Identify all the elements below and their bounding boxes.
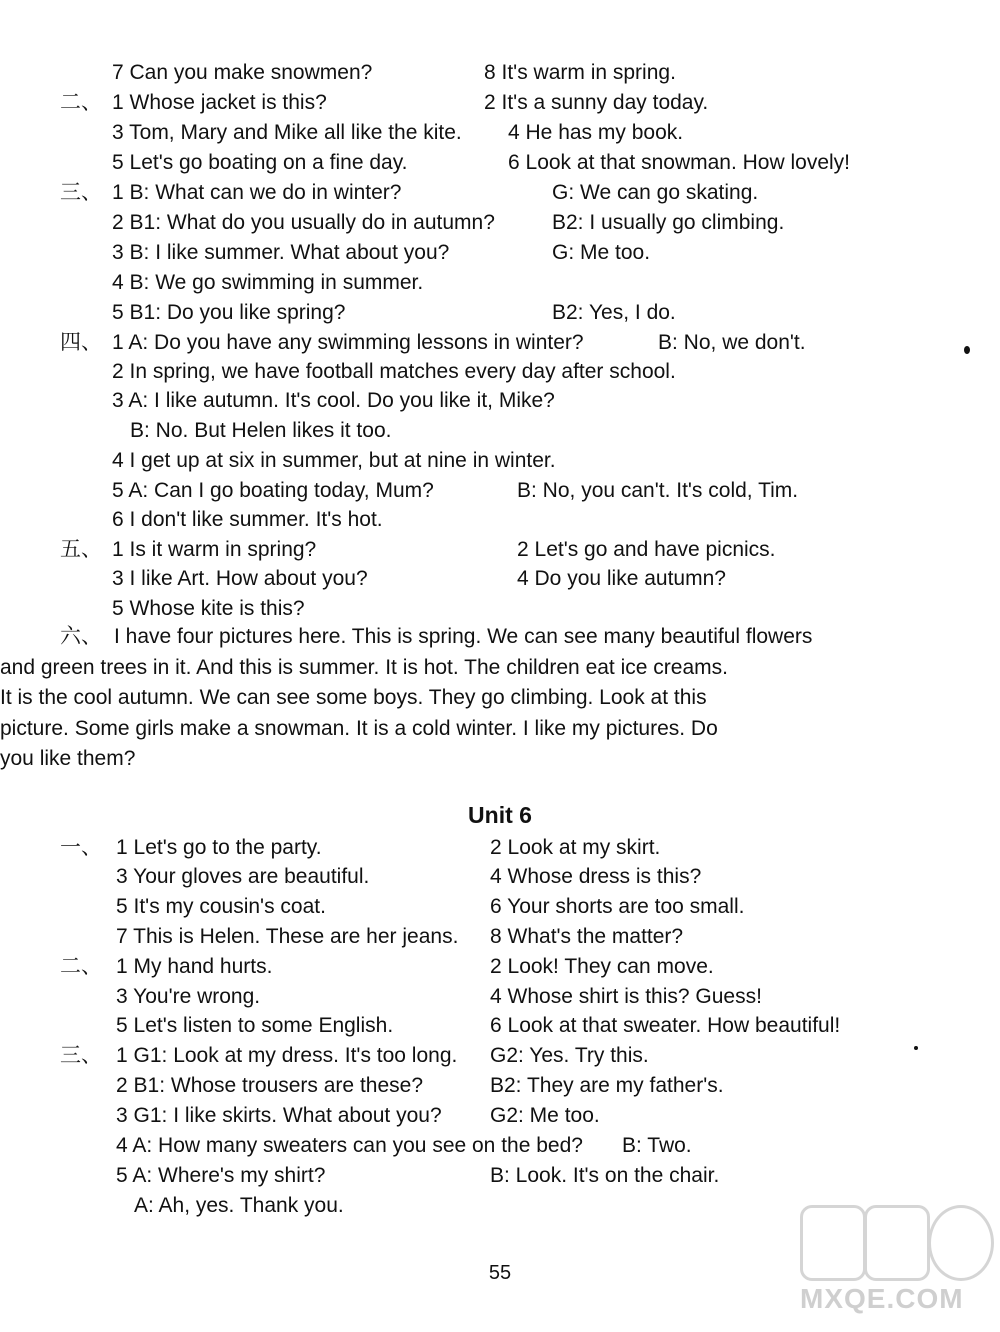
answer-line: B2: I usually go climbing. [552, 211, 785, 234]
answer-line: B: No, you can't. It's cold, Tim. [517, 479, 799, 502]
section-number: 一、 [60, 836, 102, 859]
answer-line: 6 I don't like summer. It's hot. [112, 508, 383, 531]
answer-line: 2 Look at my skirt. [490, 836, 661, 859]
answer-line: 4 A: How many sweaters can you see on the bed? [116, 1134, 583, 1157]
answer-line: G2: Yes. Try this. [490, 1044, 649, 1067]
watermark-glyph-icon [928, 1205, 994, 1281]
answer-line: 4 Whose dress is this? [490, 865, 702, 888]
answer-line: 4 I get up at six in summer, but at nine in winter. [112, 449, 556, 472]
answer-line: 8 What's the matter? [490, 925, 684, 948]
answer-line: 8 It's warm in spring. [484, 61, 676, 84]
answer-line: 1 G1: Look at my dress. It's too long. [116, 1044, 458, 1067]
answer-line: 5 It's my cousin's coat. [116, 895, 326, 918]
answer-line: B2: They are my father's. [490, 1074, 724, 1097]
section-number: 六、 [60, 625, 102, 648]
answer-line: B: Two. [622, 1134, 692, 1157]
answer-line: 3 Your gloves are beautiful. [116, 865, 370, 888]
ink-speck [914, 1046, 918, 1050]
answer-line: 2 In spring, we have football matches every day after school. [112, 360, 676, 383]
answer-line: 2 B1: Whose trousers are these? [116, 1074, 423, 1097]
answer-line: G: Me too. [552, 241, 651, 264]
section-number: 二、 [60, 955, 102, 978]
answer-line: 1 A: Do you have any swimming lessons in winter? [112, 331, 584, 354]
watermark-logo [800, 1205, 990, 1325]
answer-line: 6 Your shorts are too small. [490, 895, 745, 918]
answer-line: 3 You're wrong. [116, 985, 261, 1008]
watermark-glyph-icon [800, 1205, 866, 1281]
answer-line: 5 Whose kite is this? [112, 597, 305, 620]
ink-speck [964, 346, 970, 354]
passage-line: I have four pictures here. This is spring. We can see many beautiful flowers [114, 625, 813, 648]
answer-line: 5 Let's listen to some English. [116, 1014, 394, 1037]
watermark-glyph-icon [864, 1205, 930, 1281]
answer-line: 4 B: We go swimming in summer. [112, 271, 424, 294]
passage-line: picture. Some girls make a snowman. It is a cold winter. I like my pictures. Do [0, 716, 718, 740]
answer-line: 5 A: Can I go boating today, Mum? [112, 479, 434, 502]
answer-line: 4 Do you like autumn? [517, 567, 726, 590]
answer-line: 6 Look at that snowman. How lovely! [508, 151, 851, 174]
section-number: 二、 [60, 91, 102, 114]
answer-line: 5 B1: Do you like spring? [112, 301, 346, 324]
answer-line: 1 B: What can we do in winter? [112, 181, 402, 204]
watermark-text: MXQE.COM [800, 1283, 964, 1314]
answer-line: 5 Let's go boating on a fine day. [112, 151, 408, 174]
section-number: 四、 [60, 331, 102, 354]
answer-line: B2: Yes, I do. [552, 301, 676, 324]
answer-line: 3 A: I like autumn. It's cool. Do you like it, Mike? [112, 389, 555, 412]
answer-line: G2: Me too. [490, 1104, 600, 1127]
answer-line: 1 Let's go to the party. [116, 836, 322, 859]
answer-line: 3 B: I like summer. What about you? [112, 241, 450, 264]
answer-line: 2 Look! They can move. [490, 955, 714, 978]
section-number: 五、 [60, 538, 102, 561]
answer-line: 1 My hand hurts. [116, 955, 273, 978]
passage-line: It is the cool autumn. We can see some boys. They go climbing. Look at this [0, 686, 707, 709]
answer-line: 2 It's a sunny day today. [484, 91, 709, 114]
answer-line: 1 Whose jacket is this? [112, 91, 327, 114]
answer-line: 7 This is Helen. These are her jeans. [116, 925, 459, 948]
answer-line: 3 I like Art. How about you? [112, 567, 368, 590]
answer-line: B: No. But Helen likes it too. [130, 419, 392, 442]
answer-line: B: No, we don't. [658, 331, 806, 354]
answer-line: 4 Whose shirt is this? Guess! [490, 985, 762, 1008]
page-number: 55 [488, 1262, 512, 1284]
section-number: 三、 [60, 1044, 102, 1067]
answer-line: 2 B1: What do you usually do in autumn? [112, 211, 495, 234]
answer-line: 3 G1: I like skirts. What about you? [116, 1104, 442, 1127]
answer-line: 1 Is it warm in spring? [112, 538, 317, 561]
unit-title: Unit 6 [468, 802, 532, 828]
passage-line: you like them? [0, 747, 136, 770]
answer-line: 5 A: Where's my shirt? [116, 1164, 326, 1187]
answer-line: A: Ah, yes. Thank you. [134, 1194, 344, 1217]
answer-line: G: We can go skating. [552, 181, 759, 204]
passage-line: and green trees in it. And this is summer. It is hot. The children eat ice creams. [0, 655, 728, 679]
passage [0, 622, 894, 775]
section-number: 三、 [60, 181, 102, 204]
answer-line: 2 Let's go and have picnics. [517, 538, 776, 561]
answer-line: 6 Look at that sweater. How beautiful! [490, 1014, 841, 1037]
answer-line: B: Look. It's on the chair. [490, 1164, 720, 1187]
answer-line: 7 Can you make snowmen? [112, 61, 373, 84]
answer-line: 4 He has my book. [508, 121, 684, 144]
answer-line: 3 Tom, Mary and Mike all like the kite. [112, 121, 462, 144]
